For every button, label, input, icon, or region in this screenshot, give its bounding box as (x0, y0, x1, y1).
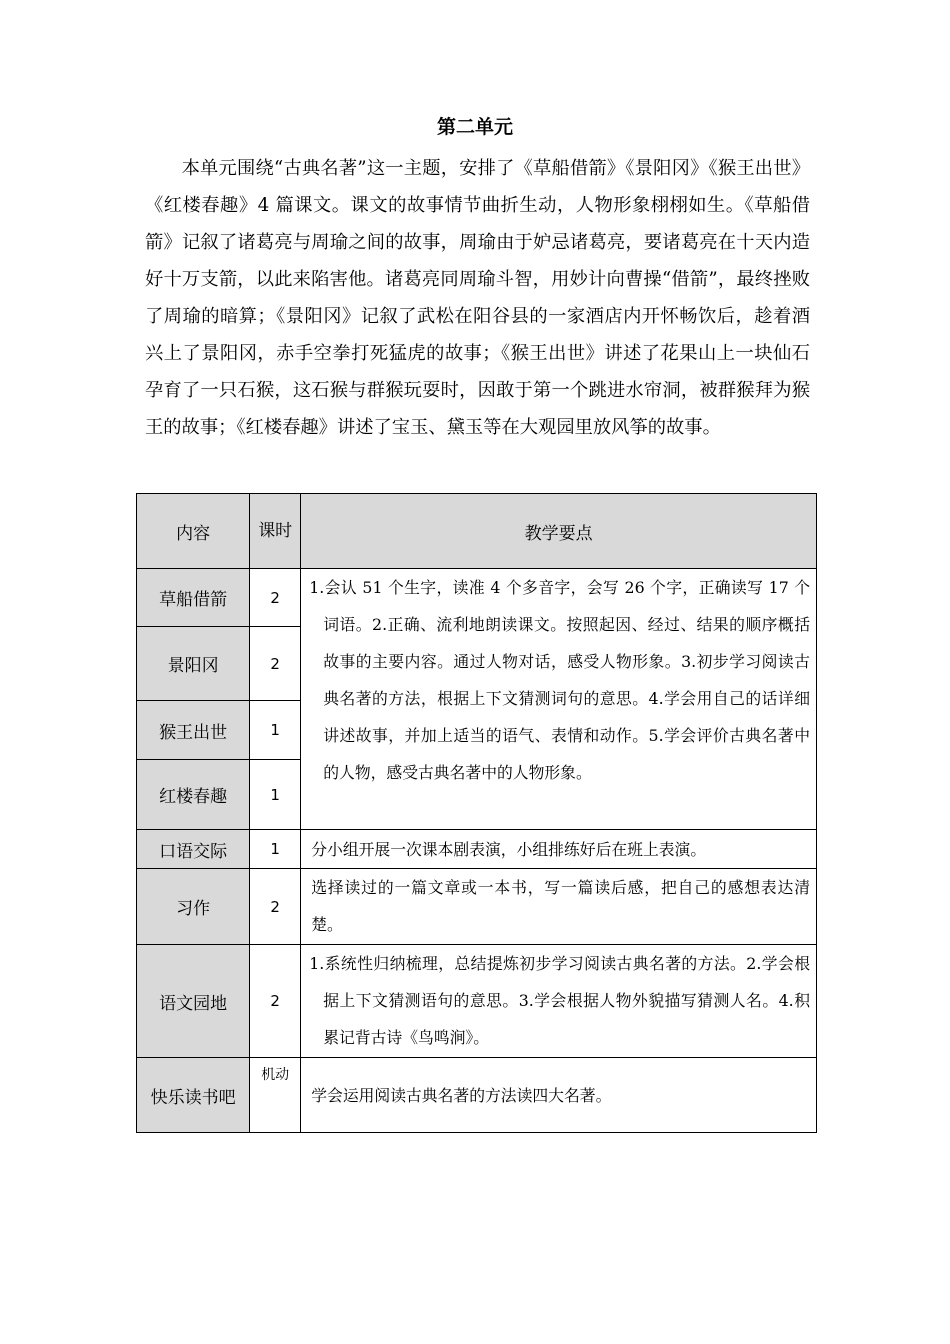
row-name: 猴王出世 (137, 701, 250, 760)
row-hours: 2 (250, 869, 301, 945)
header-hours: 课时 (250, 494, 301, 569)
page-title: 第二单元 (436, 116, 513, 138)
row-hours: 1 (250, 830, 301, 869)
table-row (137, 569, 817, 627)
header-content: 内容 (137, 494, 250, 569)
row-name: 红楼春趣 (137, 760, 250, 830)
table-row (137, 945, 817, 1058)
teaching-plan-table (136, 493, 817, 1133)
row-points-lessons (301, 569, 817, 830)
table-row (137, 869, 817, 945)
row-name: 快乐读书吧 (137, 1058, 250, 1133)
table-row (137, 830, 817, 869)
points-text: 1.系统性归纳梳理，总结提炼初步学习阅读古典名著的方法。2.学会根据上下文猜测语句的意思。3.学会根据人物外貌描写猜测人名。4.积累记背古诗《鸟鸣涧》。 (309, 954, 810, 1047)
row-points (301, 830, 817, 869)
row-name: 语文园地 (137, 945, 250, 1058)
points-text: 分小组开展一次课本剧表演，小组排练好后在班上表演。 (311, 839, 707, 859)
row-hours: 2 (250, 569, 301, 627)
header-points: 教学要点 (301, 494, 817, 569)
points-text: 学会运用阅读古典名著的方法读四大名著。 (311, 1085, 612, 1105)
table-header-row (137, 494, 817, 569)
row-name: 草船借箭 (137, 569, 250, 627)
row-name: 习作 (137, 869, 250, 945)
row-hours: 2 (250, 945, 301, 1058)
row-name: 景阳冈 (137, 627, 250, 701)
lessons-points-text: 1.会认 51 个生字，读准 4 个多音字，会写 26 个字，正确读写 17 个词语。2.正确、流利地朗读课文。按照起因、经过、结果的顺序概括故事的主要内容。通过人物对话，感受人物形象。3.初步学习阅读古典名著的方法，根据上下文猜测词句的意思。4.学会用自己的话详细讲述故事，并加上适当的语气、表情和动作。5.学会评价古典名著中的人物，感受古典名著中的人物形象。 (309, 578, 810, 782)
table-row (137, 1058, 817, 1133)
row-points (301, 869, 817, 945)
row-points (301, 1058, 817, 1133)
points-text: 选择读过的一篇文章或一本书，写一篇读后感，把自己的感想表达清楚。 (311, 878, 810, 934)
row-hours: 1 (250, 701, 301, 760)
row-points (301, 945, 817, 1058)
row-name: 口语交际 (137, 830, 250, 869)
intro-paragraph: 本单元围绕“古典名著”这一主题，安排了《草船借箭》《景阳冈》《猴王出世》《红楼春趣》4 篇课文。课文的故事情节曲折生动，人物形象栩栩如生。《草船借箭》记叙了诸葛亮与周瑜之间的故事，周瑜由于妒忌诸葛亮，要诸葛亮在十天内造好十万支箭，以此来陷害他。诸葛亮同周瑜斗智，用妙计向曹操“借箭”，最终挫败了周瑜的暗算；《景阳冈》记叙了武松在阳谷县的一家酒店内开怀畅饮后，趁着酒兴上了景阳冈，赤手空拳打死猛虎的故事；《猴王出世》讲述了花果山上一块仙石孕育了一只石猴，这石猴与群猴玩耍时，因敢于第一个跳进水帘洞，被群猴拜为猴王的故事；《红楼春趣》讲述了宝玉、黛玉等在大观园里放风筝的故事。 (145, 158, 810, 438)
row-hours: 1 (250, 760, 301, 830)
row-hours: 2 (250, 627, 301, 701)
row-hours: 机动 (250, 1058, 301, 1133)
